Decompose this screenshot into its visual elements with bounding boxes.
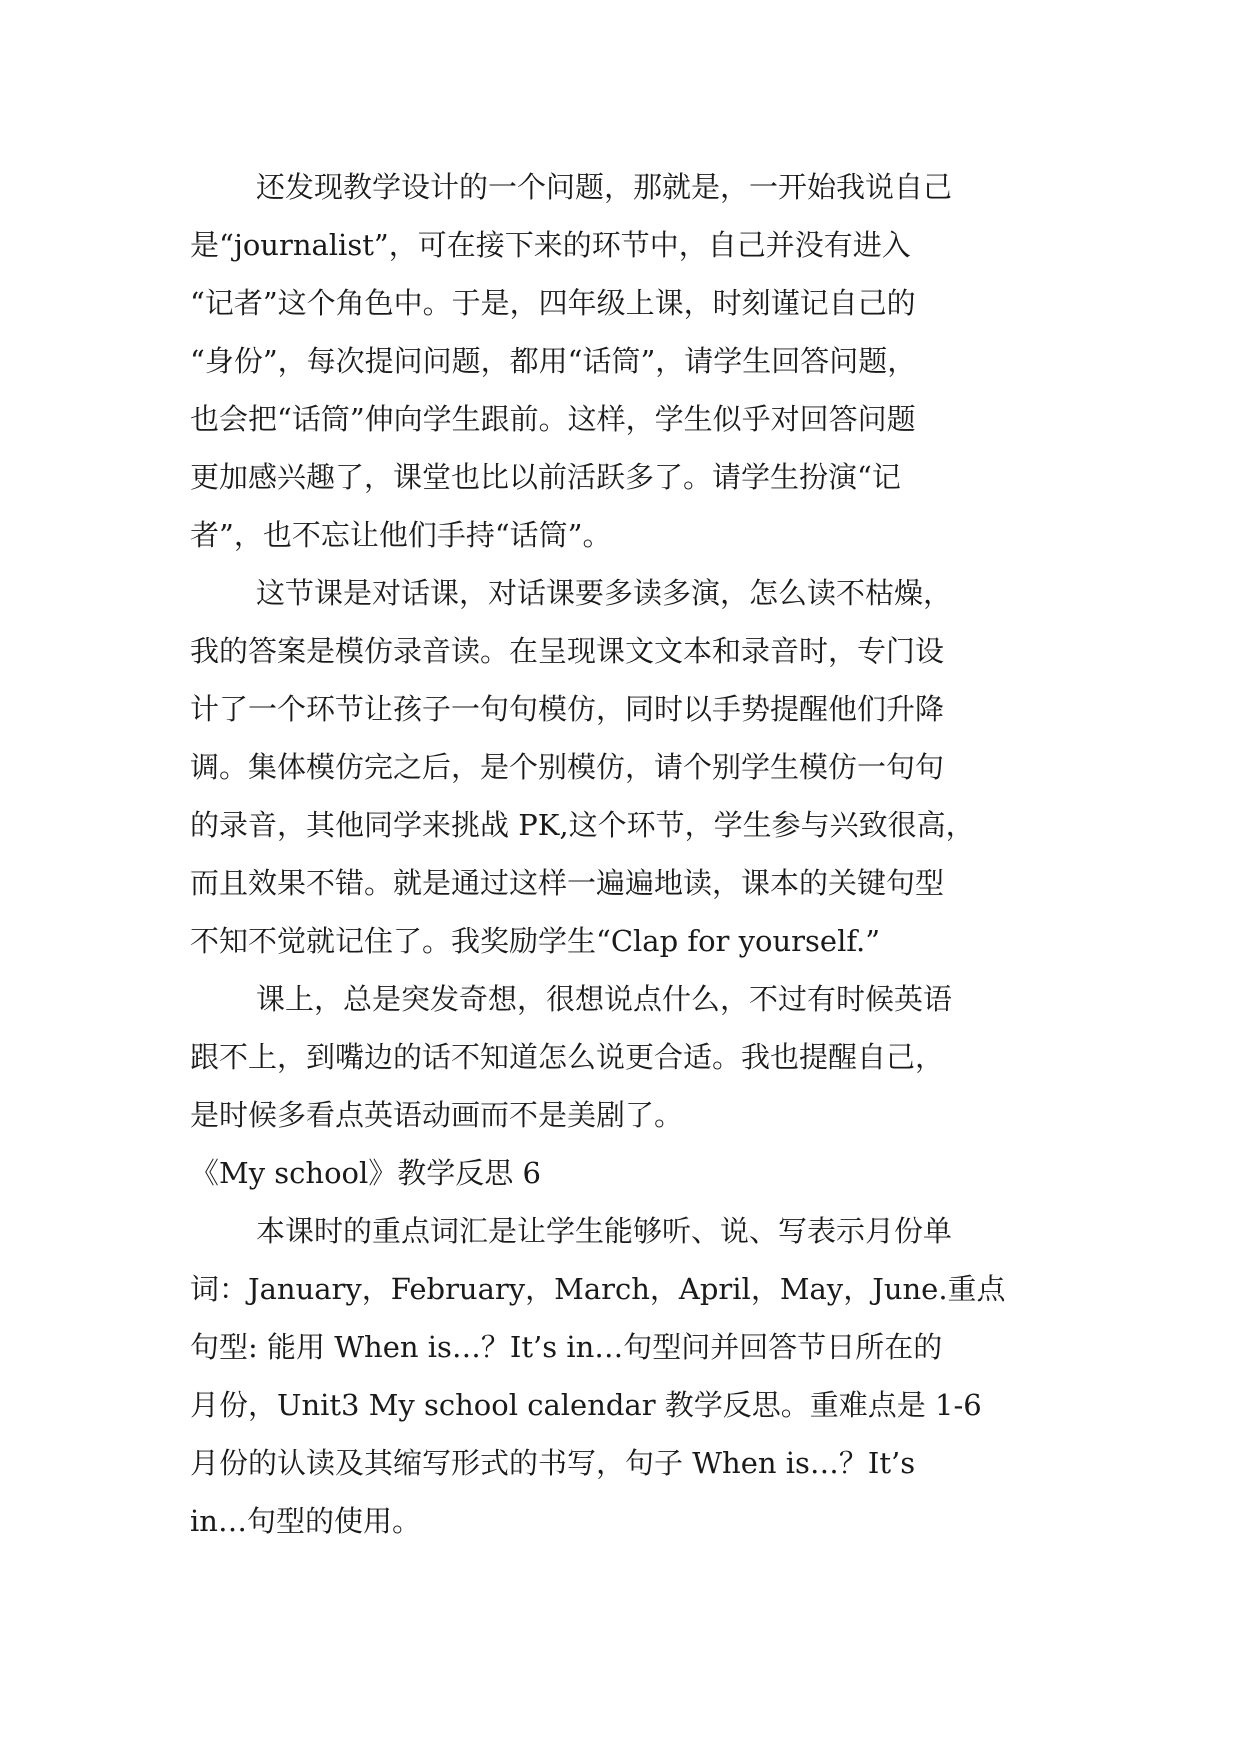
text-line-content: 句型: 能用 When is…？It’s in…句型问并回答节日所在的 <box>190 1330 943 1364</box>
text-line-content: 词：January，February，March，April，May，June.重点 <box>190 1272 1006 1306</box>
text-line <box>190 854 1050 912</box>
text-line-content: 我的答案是模仿录音读。在呈现课文文本和录音时，专门设 <box>190 634 945 668</box>
text-line <box>190 274 1050 332</box>
text-line-content: 更加感兴趣了，课堂也比以前活跃多了。请学生扮演“记 <box>190 460 901 494</box>
text-line <box>190 1260 1050 1318</box>
text-line <box>190 912 1050 970</box>
text-line <box>190 680 1050 738</box>
text-line <box>190 1202 1050 1260</box>
text-line-content: “身份”，每次提问问题，都用“话筒”，请学生回答问题， <box>190 344 917 378</box>
text-line-content: in…句型的使用。 <box>190 1504 421 1538</box>
text-line <box>190 1492 1050 1550</box>
text-line <box>190 1376 1050 1434</box>
text-line <box>190 1028 1050 1086</box>
text-line-content: 不知不觉就记住了。我奖励学生“Clap for yourself.” <box>190 924 881 958</box>
text-line <box>190 506 1050 564</box>
text-line-content: 是时候多看点英语动画而不是美剧了。 <box>190 1098 684 1132</box>
text-line <box>190 970 1050 1028</box>
text-line-content: 者”，也不忘让他们手持“话筒”。 <box>190 518 612 552</box>
text-line-content: 本课时的重点词汇是让学生能够听、说、写表示月份单 <box>256 1214 953 1248</box>
text-line <box>190 448 1050 506</box>
text-line <box>190 738 1050 796</box>
text-line-content: 也会把“话筒”伸向学生跟前。这样，学生似乎对回答问题 <box>190 402 916 436</box>
text-line-content: 这节课是对话课，对话课要多读多演，怎么读不枯燥， <box>256 576 953 610</box>
section-heading-text: 《My school》教学反思 6 <box>190 1156 541 1190</box>
text-line <box>190 158 1050 216</box>
text-line <box>190 390 1050 448</box>
document-body <box>190 158 1050 1550</box>
text-line-content: “记者”这个角色中。于是，四年级上课，时刻谨记自己的 <box>190 286 916 320</box>
text-line-content: 课上，总是突发奇想，很想说点什么，不过有时候英语 <box>256 982 953 1016</box>
text-line <box>190 332 1050 390</box>
text-line-content: 的录音，其他同学来挑战 PK,这个环节，学生参与兴致很高， <box>190 808 975 842</box>
text-line-content: 而且效果不错。就是通过这样一遍遍地读，课本的关键句型 <box>190 866 945 900</box>
text-line-content: 还发现教学设计的一个问题，那就是，一开始我说自己 <box>256 170 953 204</box>
text-line <box>190 564 1050 622</box>
text-line <box>190 796 1050 854</box>
text-line <box>190 622 1050 680</box>
text-line-content: 是“journalist”，可在接下来的环节中，自己并没有进入 <box>190 228 911 262</box>
text-line-content: 跟不上，到嘴边的话不知道怎么说更合适。我也提醒自己， <box>190 1040 945 1074</box>
text-line-content: 月份的认读及其缩写形式的书写，句子 When is…？It’s <box>190 1446 916 1480</box>
text-line-content: 调。集体模仿完之后，是个别模仿，请个别学生模仿一句句 <box>190 750 945 784</box>
text-line-content: 计了一个环节让孩子一句句模仿，同时以手势提醒他们升降 <box>190 692 945 726</box>
section-heading <box>190 1144 1050 1202</box>
text-line <box>190 1318 1050 1376</box>
text-line <box>190 1086 1050 1144</box>
text-line-content: 月份，Unit3 My school calendar 教学反思。重难点是 1-6 <box>190 1388 982 1422</box>
text-line <box>190 1434 1050 1492</box>
text-line <box>190 216 1050 274</box>
